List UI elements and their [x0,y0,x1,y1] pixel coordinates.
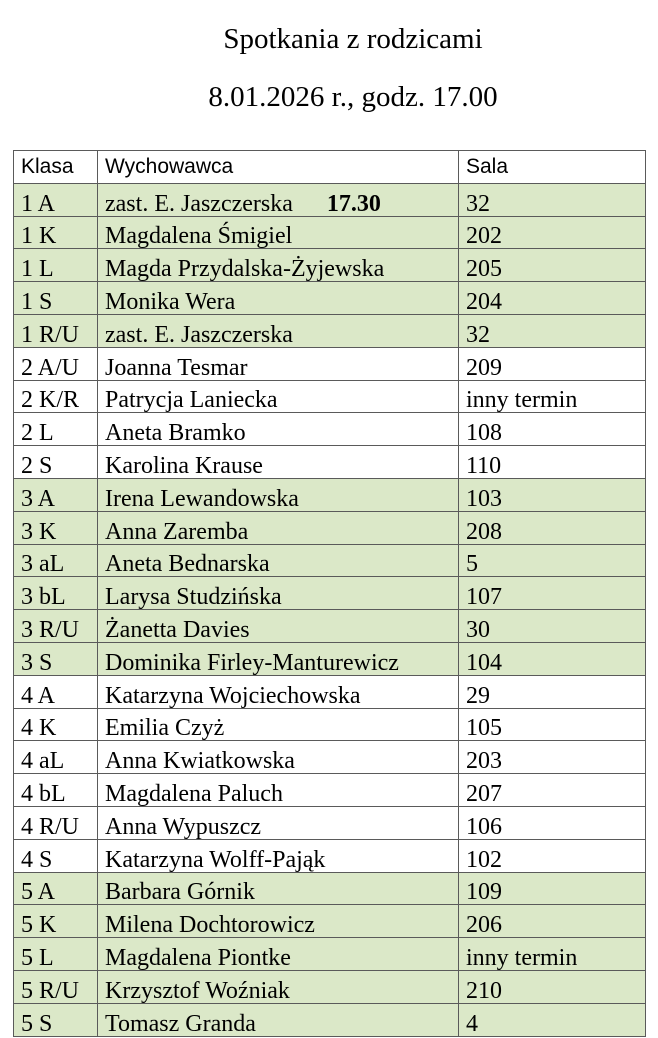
cell-klasa: 1 S [14,282,98,315]
cell-klasa: 1 A [14,183,98,216]
teacher-name: Anna Wypuszcz [105,813,262,840]
cell-sala: 30 [459,610,646,643]
cell-sala: 202 [459,216,646,249]
table-row [14,741,646,774]
cell-sala: 209 [459,347,646,380]
teacher-name: Aneta Bramko [105,420,246,446]
teacher-name: Irena Lewandowska [105,485,299,512]
cell-wychowawca [98,774,459,807]
cell-wychowawca [98,938,459,971]
cell-wychowawca [98,675,459,708]
cell-sala: 110 [459,446,646,479]
teacher-name: Katarzyna Wojciechowska [105,682,361,709]
cell-klasa: 1 K [14,216,98,249]
cell-wychowawca [98,282,459,315]
table-row [14,183,646,216]
cell-klasa: 5 S [14,1003,98,1036]
cell-wychowawca [98,905,459,938]
teacher-name: Karolina Krause [105,452,263,479]
table-row [14,413,646,446]
cell-klasa: 4 R/U [14,806,98,839]
cell-sala: 32 [459,314,646,347]
cell-wychowawca [98,511,459,544]
cell-sala: 4 [459,1003,646,1036]
cell-sala: inny termin [459,380,646,413]
cell-sala: 203 [459,741,646,774]
cell-klasa: 4 bL [14,774,98,807]
cell-sala: 108 [459,413,646,446]
cell-klasa: 5 L [14,938,98,971]
cell-klasa: 4 S [14,839,98,872]
cell-klasa: 3 S [14,642,98,675]
teacher-name: Żanetta Davies [105,616,250,643]
teacher-name: Barbara Górnik [105,879,255,905]
teacher-name: Anna Zaremba [105,518,249,545]
cell-klasa: 2 A/U [14,347,98,380]
table-row [14,314,646,347]
cell-sala: 208 [459,511,646,544]
table-row [14,839,646,872]
cell-sala: 104 [459,642,646,675]
cell-klasa: 2 S [14,446,98,479]
schedule-table [13,150,646,1037]
teacher-name: Monika Wera [105,288,236,315]
cell-wychowawca [98,642,459,675]
cell-klasa: 2 K/R [14,380,98,413]
teacher-name: Patrycja Laniecka [105,387,278,413]
teacher-name: Anna Kwiatkowska [105,748,295,774]
column-header-wychowawca: Wychowawca [98,151,459,184]
cell-wychowawca [98,249,459,282]
table-row [14,1003,646,1036]
cell-wychowawca [98,446,459,479]
page-title: Spotkania z rodzicami [223,23,483,55]
cell-sala: 103 [459,478,646,511]
table-row [14,872,646,905]
column-header-klasa: Klasa [14,151,98,184]
cell-sala: 109 [459,872,646,905]
cell-sala: 204 [459,282,646,315]
cell-klasa: 3 R/U [14,610,98,643]
table-row [14,380,646,413]
cell-sala: 102 [459,839,646,872]
cell-wychowawca [98,806,459,839]
cell-sala: 105 [459,708,646,741]
cell-klasa: 3 K [14,511,98,544]
table-row [14,642,646,675]
cell-wychowawca [98,347,459,380]
cell-klasa: 3 aL [14,544,98,577]
table-row [14,511,646,544]
cell-wychowawca [98,183,459,216]
teacher-name: Aneta Bednarska [105,551,270,577]
cell-klasa: 5 A [14,872,98,905]
teacher-name: Magdalena Paluch [105,780,283,807]
cell-klasa: 2 L [14,413,98,446]
table-header-row [14,151,646,184]
table-row [14,970,646,1003]
cell-wychowawca [98,577,459,610]
teacher-name: Tomasz Granda [105,1010,256,1037]
cell-klasa: 3 bL [14,577,98,610]
teacher-name: Magda Przydalska-Żyjewska [105,256,385,282]
table-row [14,216,646,249]
teacher-name: Emilia Czyż [105,715,225,741]
teacher-name: Krzysztof Woźniak [105,977,290,1004]
cell-sala: 106 [459,806,646,839]
cell-sala: 29 [459,675,646,708]
cell-wychowawca [98,216,459,249]
table-row [14,708,646,741]
teacher-name: Milena Dochtorowicz [105,912,315,938]
cell-klasa: 4 aL [14,741,98,774]
cell-sala: 210 [459,970,646,1003]
cell-wychowawca [98,872,459,905]
cell-wychowawca [98,970,459,1003]
cell-klasa: 5 K [14,905,98,938]
cell-klasa: 3 A [14,478,98,511]
cell-wychowawca [98,610,459,643]
cell-wychowawca [98,1003,459,1036]
cell-wychowawca [98,478,459,511]
cell-klasa: 4 A [14,675,98,708]
teacher-name: Dominika Firley-Manturewicz [105,649,399,676]
cell-wychowawca [98,380,459,413]
teacher-name: Katarzyna Wolff-Pająk [105,846,326,873]
cell-sala: 5 [459,544,646,577]
teacher-name: Joanna Tesmar [105,354,248,381]
time-note: 17.30 [326,190,381,217]
table-row [14,806,646,839]
table-body [14,183,646,1036]
column-header-sala: Sala [459,151,646,184]
cell-sala: 107 [459,577,646,610]
teacher-name: Magdalena Śmigiel [105,223,293,249]
cell-wychowawca [98,839,459,872]
meeting-date: 8.01.2026 r., godz. 17.00 [208,81,498,113]
table-row [14,675,646,708]
table-row [14,905,646,938]
cell-sala: 207 [459,774,646,807]
table-row [14,610,646,643]
table-row [14,774,646,807]
cell-klasa: 1 R/U [14,314,98,347]
cell-wychowawca [98,413,459,446]
cell-wychowawca [98,314,459,347]
table-row [14,249,646,282]
table-row [14,347,646,380]
cell-sala: 32 [459,183,646,216]
table-row [14,544,646,577]
cell-sala: 206 [459,905,646,938]
cell-sala: inny termin [459,938,646,971]
teacher-name: zast. E. Jaszczerska [105,190,293,217]
table-row [14,938,646,971]
cell-wychowawca [98,741,459,774]
cell-sala: 205 [459,249,646,282]
cell-klasa: 5 R/U [14,970,98,1003]
cell-wychowawca [98,708,459,741]
cell-klasa: 1 L [14,249,98,282]
table-row [14,282,646,315]
teacher-name: Larysa Studzińska [105,584,282,610]
teacher-name: Magdalena Piontke [105,944,291,971]
table-row [14,478,646,511]
table-row [14,577,646,610]
cell-wychowawca [98,544,459,577]
table-row [14,446,646,479]
cell-klasa: 4 K [14,708,98,741]
teacher-name: zast. E. Jaszczerska [105,321,293,348]
